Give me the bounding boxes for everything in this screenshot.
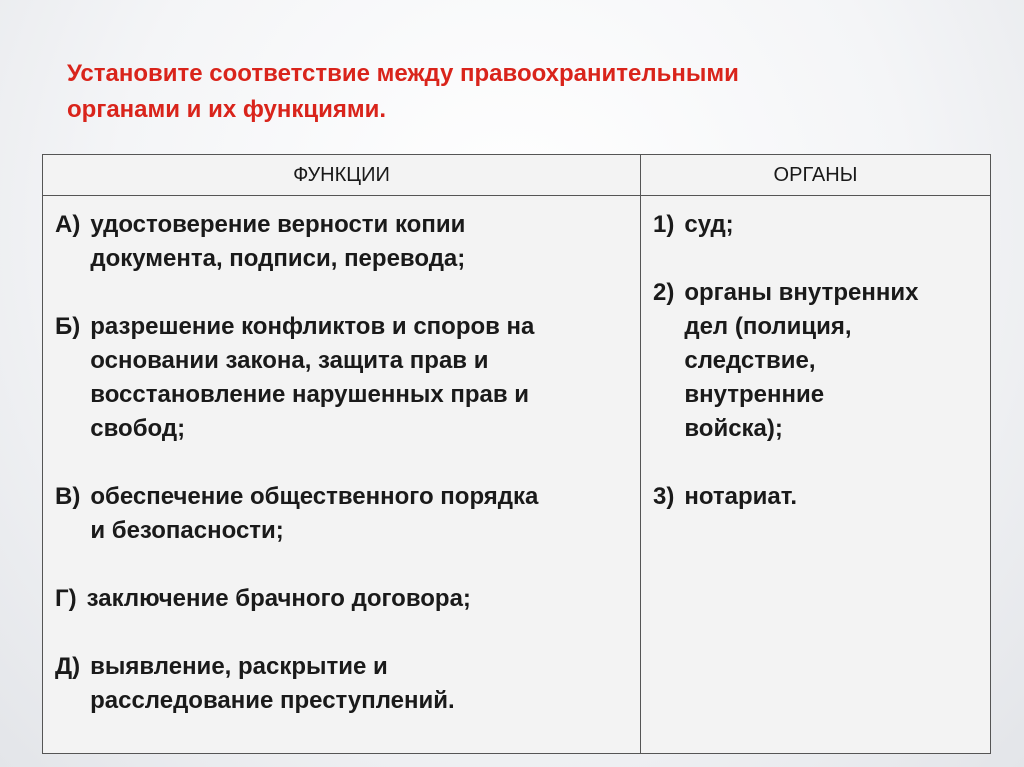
function-text: выявление, раскрытие и расследование преступлений. xyxy=(90,653,455,714)
function-item-b xyxy=(55,310,632,446)
slide-title: Установите соответствие между правоохранительными органами и их функциями. xyxy=(67,60,739,123)
function-text: разрешение конфликтов и споров на основании закона, защита прав и восстановление нарушенных прав и свобод; xyxy=(90,313,535,442)
organ-text: органы внутренних дел (полиция, следствие, внутренние войска); xyxy=(684,279,919,442)
function-text: обеспечение общественного порядка и безопасности; xyxy=(90,483,539,544)
function-item-g xyxy=(55,582,632,616)
table-body-row xyxy=(43,196,991,754)
functions-list xyxy=(43,196,640,718)
function-item-a xyxy=(55,208,632,276)
function-text: заключение брачного договора; xyxy=(86,585,471,612)
function-marker: А) xyxy=(55,211,81,238)
organ-marker: 3) xyxy=(653,483,675,510)
organs-cell xyxy=(641,196,991,754)
function-marker: В) xyxy=(55,483,81,510)
organ-marker: 2) xyxy=(653,279,675,306)
organ-marker: 1) xyxy=(653,211,675,238)
function-marker: Д) xyxy=(55,653,81,680)
functions-cell xyxy=(43,196,641,754)
organ-text: нотариат. xyxy=(684,483,798,510)
function-item-v xyxy=(55,480,632,548)
table-header-row xyxy=(43,155,991,196)
header-organs: ОРГАНЫ xyxy=(641,155,991,196)
organ-item-2 xyxy=(653,276,982,446)
matching-table xyxy=(42,154,991,754)
function-item-d xyxy=(55,650,632,718)
function-text: удостоверение верности копии документа, подписи, перевода; xyxy=(90,211,466,272)
function-marker: Г) xyxy=(55,585,77,612)
organ-item-1 xyxy=(653,208,982,242)
organ-item-3 xyxy=(653,480,982,514)
header-functions: ФУНКЦИИ xyxy=(43,155,641,196)
organ-text: суд; xyxy=(684,211,734,238)
function-marker: Б) xyxy=(55,313,81,340)
organs-list xyxy=(641,196,990,514)
